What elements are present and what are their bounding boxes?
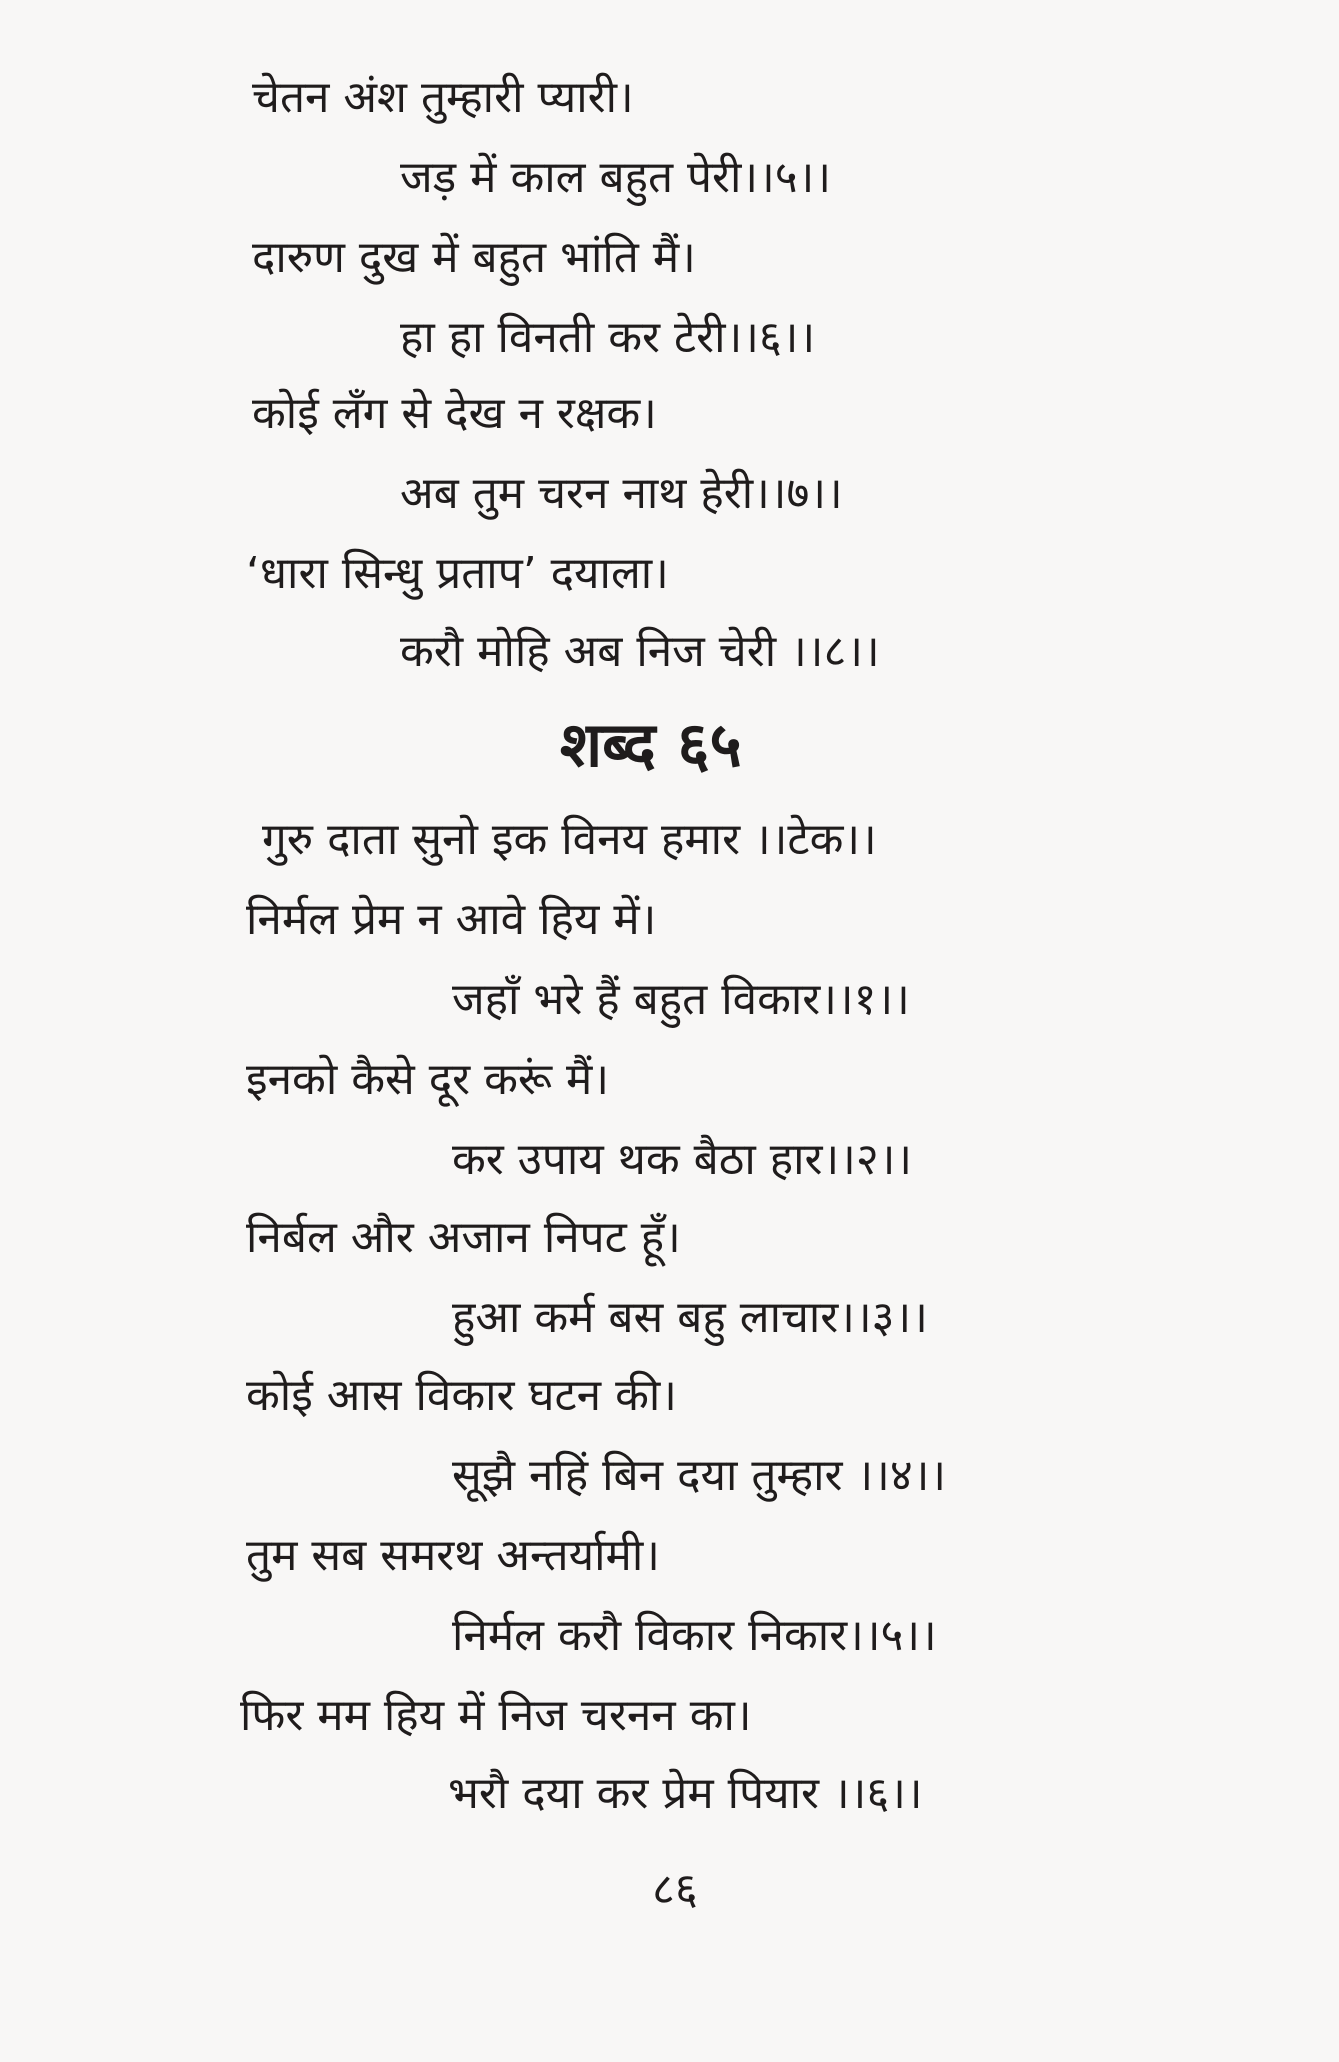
verse-line: कर उपाय थक बैठा हार।।२।। xyxy=(452,1134,913,1185)
verse-line: निर्मल प्रेम न आवे हिय में। xyxy=(246,894,657,945)
verse-line: दारुण दुख में बहुत भांति मैं। xyxy=(252,232,696,283)
verse-line: निर्बल और अजान निपट हूँ। xyxy=(246,1212,681,1263)
verse-line: हुआ कर्म बस बहु लाचार।।३।। xyxy=(452,1292,928,1343)
page-number: ८६ xyxy=(652,1864,698,1915)
verse-line: जड़ में काल बहुत पेरी।।५।। xyxy=(400,152,832,203)
verse-line: अब तुम चरन नाथ हेरी।।७।। xyxy=(400,468,843,519)
verse-line: गुरु दाता सुनो इक विनय हमार ।।टेक।। xyxy=(262,814,877,865)
verse-line: तुम सब समरथ अन्तर्यामी। xyxy=(246,1530,660,1581)
verse-line: फिर मम हिय में निज चरनन का। xyxy=(240,1690,752,1741)
verse-line: निर्मल करौ विकार निकार।।५।। xyxy=(452,1610,937,1661)
section-heading: शब्द ६५ xyxy=(560,708,742,781)
verse-line: जहाँ भरे हैं बहुत विकार।।१।। xyxy=(452,974,910,1025)
verse-line: भरौ दया कर प्रेम पियार ।।६।। xyxy=(448,1768,923,1819)
verse-line: सूझै नहिं बिन दया तुम्हार ।।४।। xyxy=(452,1450,947,1501)
verse-line: ‘धारा सिन्धु प्रताप’ दयाला। xyxy=(246,548,669,599)
verse-line: कोई लँग से देख न रक्षक। xyxy=(252,388,657,439)
verse-line: चेतन अंश तुम्हारी प्यारी। xyxy=(252,72,634,123)
verse-line: कोई आस विकार घटन की। xyxy=(246,1370,677,1421)
verse-line: हा हा विनती कर टेरी।।६।। xyxy=(400,312,816,363)
verse-line: करौ मोहि अब निज चेरी ।।८।। xyxy=(400,626,880,677)
verse-line: इनको कैसे दूर करूं मैं। xyxy=(246,1054,610,1105)
